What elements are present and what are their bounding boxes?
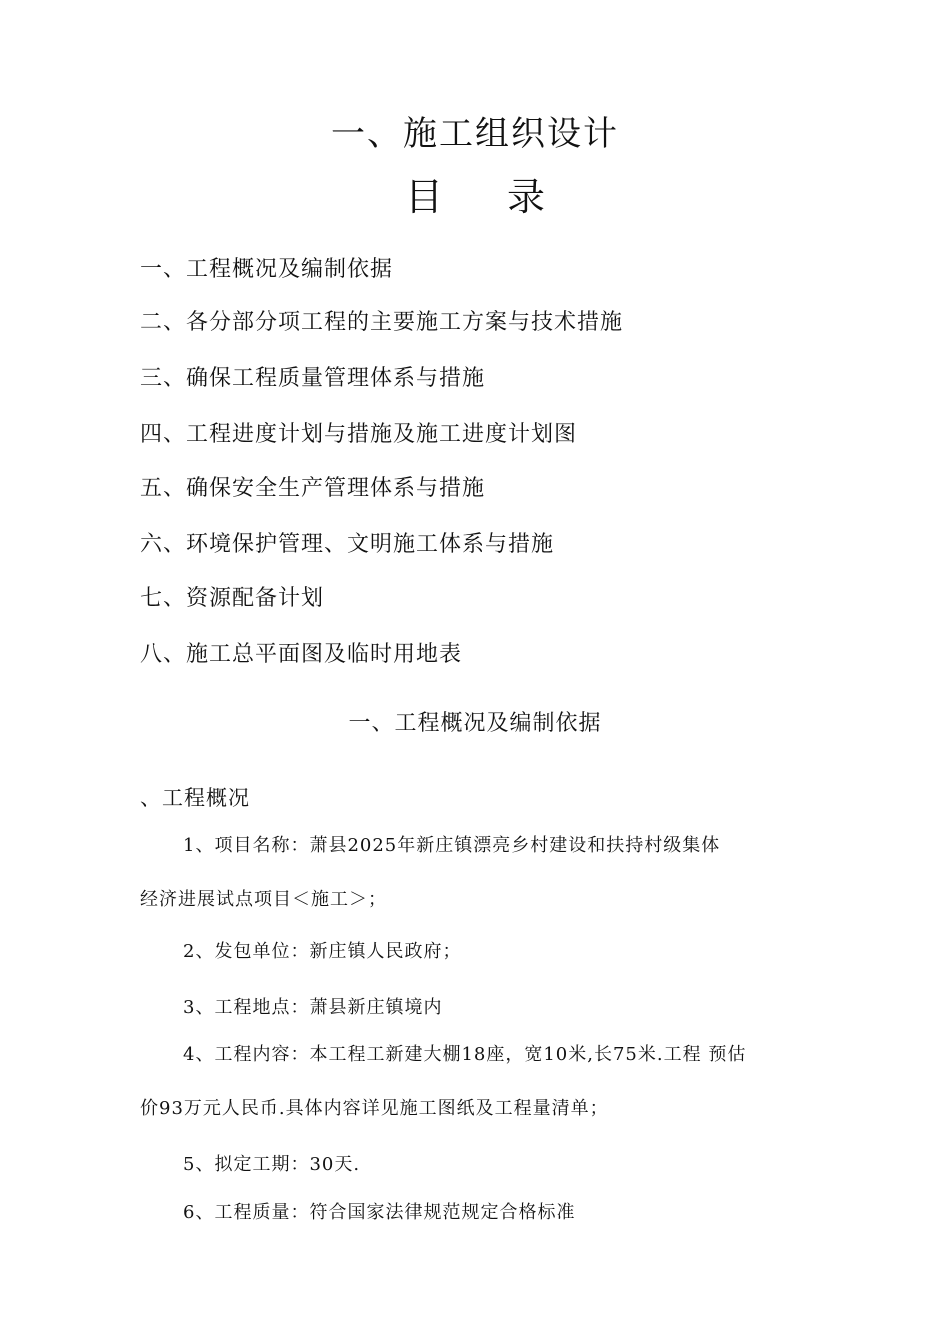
paragraph-content-line1: 4、工程内容：本工程工新建大棚18座，宽10米,长75米.工程 预估 (183, 1044, 747, 1065)
toc-item-8: 八、施工总平面图及临时用地表 (140, 642, 463, 667)
toc-item-6: 六、环境保护管理、文明施工体系与措施 (140, 532, 555, 557)
paragraph-quality: 6、工程质量：符合国家法律规范规定合格标准 (183, 1202, 576, 1223)
paragraph-project-name-line2: 经济进展试点项目＜施工＞； (140, 889, 387, 910)
sub-title: 、工程概况 (140, 786, 250, 810)
paragraph-employer: 2、发包单位：新庄镇人民政府； (183, 941, 462, 962)
section-title: 一、工程概况及编制依据 (348, 711, 602, 736)
paragraph-content-line2: 价93万元人民币.具体内容详见施工图纸及工程量清单； (140, 1098, 609, 1119)
toc-item-2: 二、各分部分项工程的主要施工方案与技术措施 (140, 310, 624, 335)
toc-item-1: 一、工程概况及编制依据 (140, 257, 394, 282)
paragraph-project-name-line1: 1、项目名称：萧县2025年新庄镇漂亮乡村建设和扶持村级集体 (183, 835, 721, 856)
main-title: 一、施工组织设计 (331, 114, 619, 154)
paragraph-location: 3、工程地点：萧县新庄镇境内 (183, 997, 443, 1018)
toc-item-3: 三、确保工程质量管理体系与措施 (140, 366, 486, 391)
toc-item-4: 四、工程进度计划与措施及施工进度计划图 (140, 422, 578, 447)
toc-item-7: 七、资源配备计划 (140, 586, 325, 611)
toc-item-5: 五、确保安全生产管理体系与措施 (140, 476, 486, 501)
toc-title: 目 录 (404, 175, 572, 219)
paragraph-duration: 5、拟定工期：30天. (183, 1154, 361, 1175)
